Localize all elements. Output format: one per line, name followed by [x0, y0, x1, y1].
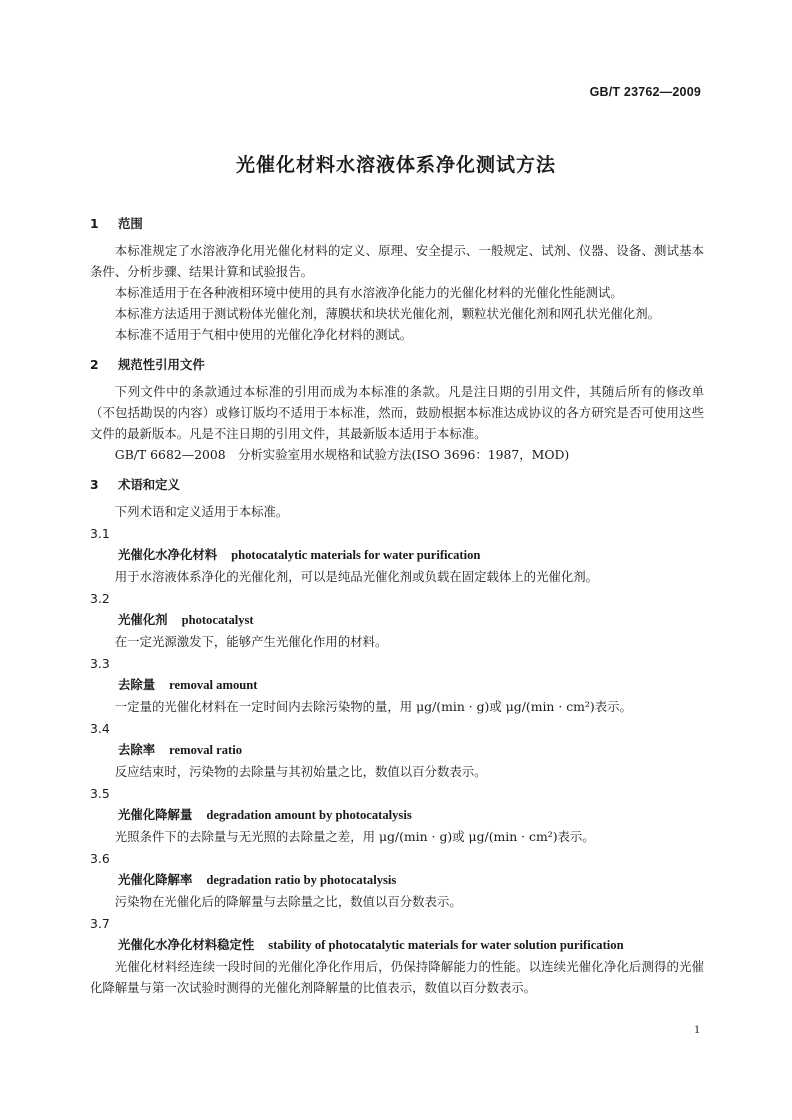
section-heading	[90, 473, 704, 497]
term-name	[90, 804, 704, 826]
paragraph: 本标准不适用于气相中使用的光催化净化材料的测试。	[114, 327, 413, 342]
standard-code: GB/T 23762—2009	[589, 85, 701, 99]
section-number: 2	[90, 357, 99, 372]
section-title: 规范性引用文件	[118, 357, 205, 372]
paragraph: 下列文件中的条款通过本标准的引用而成为本标准的条款。凡是注日期的引用文件，其随后所有的修改单（不包括勘误的内容）或修订版均不适用于本标准，然而，鼓励根据本标准达成协议的各方研究是否可使用这些文件的最新版本。凡是不注日期的引用文件，其最新版本适用于本标准。	[90, 384, 704, 441]
term-number: 3.7	[90, 916, 110, 931]
term-entry	[90, 524, 704, 587]
term-en: photocatalyst	[181, 613, 254, 627]
term-zh: 去除量	[118, 677, 156, 692]
term-number: 3.5	[90, 786, 110, 801]
page-number: 1	[694, 1022, 700, 1036]
paragraph: 下列术语和定义适用于本标准。	[114, 504, 289, 519]
term-zh: 光催化剂	[118, 612, 168, 627]
term-number: 3.2	[90, 591, 110, 606]
term-number: 3.6	[90, 851, 110, 866]
section-number: 1	[90, 216, 99, 231]
document-body	[90, 212, 704, 998]
term-name	[90, 609, 704, 631]
paragraph: 本标准适用于在各种液相环境中使用的具有水溶液净化能力的光催化材料的光催化性能测试。	[114, 285, 623, 300]
term-en: removal ratio	[169, 743, 243, 757]
term-definition: 污染物在光催化后的降解量与去除量之比，数值以百分数表示。	[114, 894, 462, 909]
section-heading	[90, 212, 704, 236]
term-definition: 光催化材料经连续一段时间的光催化净化作用后，仍保持降解能力的性能。以连续光催化净化后测得的光催化降解量与第一次试验时测得的光催化剂降解量的比值表示，数值以百分数表示。	[90, 959, 704, 995]
paragraph: 本标准方法适用于测试粉体光催化剂，薄膜状和块状光催化剂，颗粒状光催化剂和网孔状光催化剂。	[114, 306, 660, 321]
section-title: 术语和定义	[118, 477, 180, 492]
term-zh: 光催化水净化材料	[118, 547, 218, 562]
term-name	[90, 674, 704, 696]
term-number: 3.3	[90, 656, 110, 671]
term-zh: 去除率	[118, 742, 156, 757]
term-number: 3.4	[90, 721, 110, 736]
section-title: 范围	[118, 216, 143, 231]
term-entry	[90, 849, 704, 912]
term-entry	[90, 719, 704, 782]
term-entry	[90, 589, 704, 652]
term-number: 3.1	[90, 526, 110, 541]
term-entry	[90, 784, 704, 847]
term-name	[90, 739, 704, 761]
term-en: removal amount	[169, 678, 258, 692]
term-name	[90, 544, 704, 566]
term-zh: 光催化水净化材料稳定性	[118, 937, 255, 952]
term-en: photocatalytic materials for water purification	[231, 548, 481, 562]
term-definition: 反应结束时，污染物的去除量与其初始量之比，数值以百分数表示。	[114, 764, 487, 779]
term-entry	[90, 914, 704, 998]
term-name	[90, 934, 704, 956]
term-entry	[90, 654, 704, 717]
term-en: stability of photocatalytic materials for water solution purification	[268, 938, 624, 952]
term-name	[90, 869, 704, 891]
section-heading	[90, 353, 704, 377]
term-en: degradation ratio by photocatalysis	[206, 873, 397, 887]
term-definition: 光照条件下的去除量与无光照的去除量之差，用 μg/(min · g)或 μg/(min · cm²)表示。	[114, 829, 595, 844]
document-title: 光催化材料水溶液体系净化测试方法	[235, 154, 556, 176]
term-definition: 用于水溶液体系净化的光催化剂，可以是纯品光催化剂或负载在固定载体上的光催化剂。	[114, 569, 599, 584]
paragraph: 本标准规定了水溶液净化用光催化材料的定义、原理、安全提示、一般规定、试剂、仪器、设备、测试基本条件、分析步骤、结果计算和试验报告。	[90, 243, 704, 279]
term-zh: 光催化降解量	[118, 807, 193, 822]
term-en: degradation amount by photocatalysis	[206, 808, 412, 822]
section-number: 3	[90, 477, 99, 492]
term-definition: 一定量的光催化材料在一定时间内去除污染物的量，用 μg/(min · g)或 μg/(min · cm²)表示。	[114, 699, 632, 714]
reference-item: GB/T 6682—2008 分析实验室用水规格和试验方法(ISO 3696：1987，MOD)	[114, 447, 570, 462]
term-definition: 在一定光源激发下，能够产生光催化作用的材料。	[114, 634, 388, 649]
term-zh: 光催化降解率	[118, 872, 193, 887]
